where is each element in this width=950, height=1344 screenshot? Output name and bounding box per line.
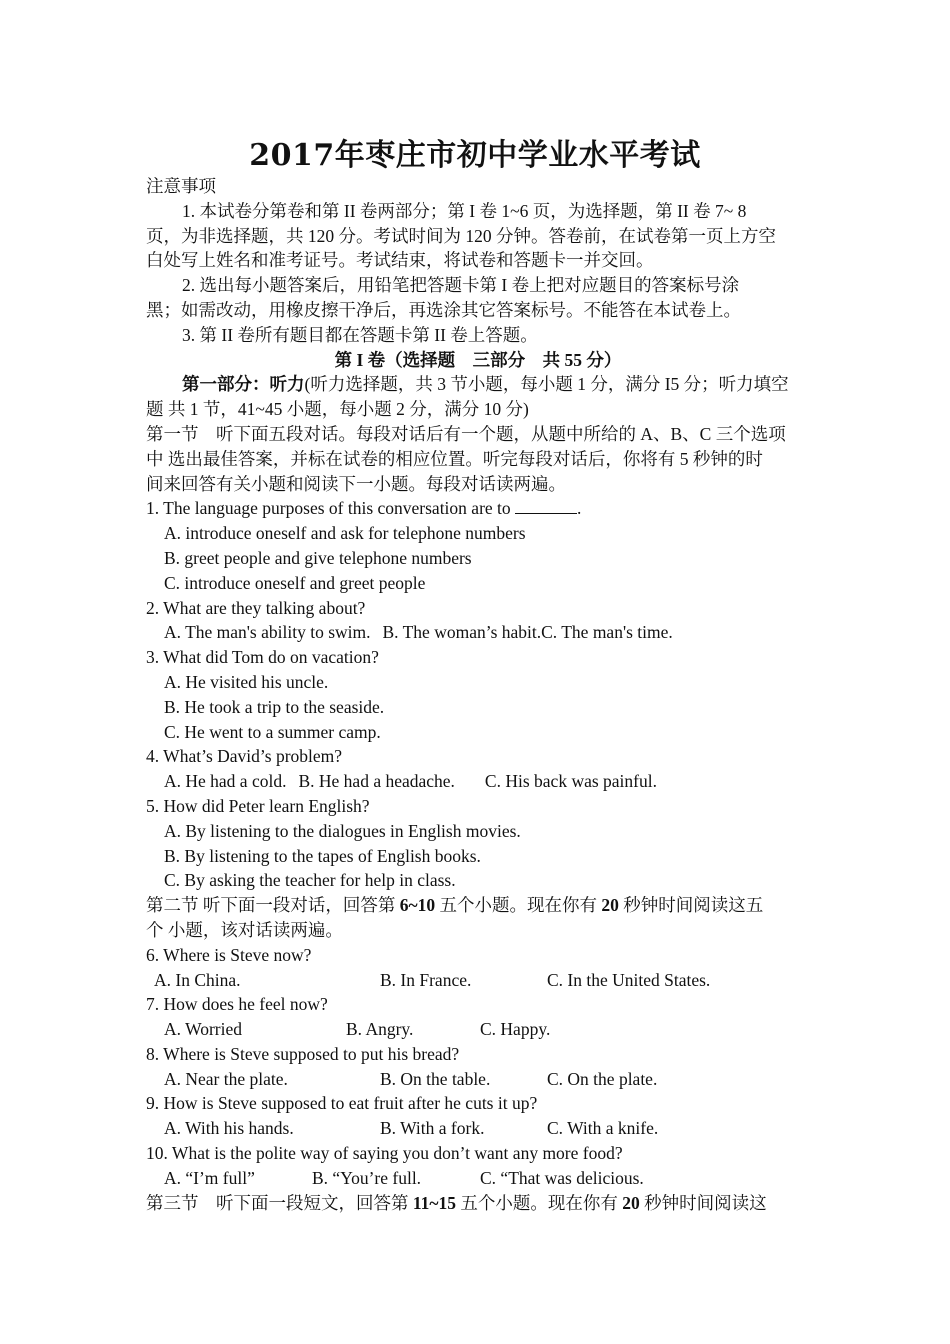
notice-item-2-line-1: 2. 选出每小题答案后，用铅笔把答题卡第 I 卷上把对应题目的答案标号涂 [182, 275, 740, 296]
q7-option-b: B. Angry. [346, 1019, 414, 1040]
q1-stem-text: 1. The language purposes of this conversation are to [146, 498, 516, 519]
notice-heading: 注意事项 [146, 176, 216, 196]
q10-stem: 10. What is the polite way of saying you don’t want any more food? [146, 1143, 623, 1164]
q1-option-b: B. greet people and give telephone numbers [164, 547, 472, 568]
q7-option-c: C. Happy. [480, 1019, 551, 1040]
q10-option-b: B. “You’re full. [312, 1167, 422, 1188]
part1-line-1 [146, 372, 810, 397]
q3-stem: 3. What did Tom do on vacation? [146, 647, 379, 668]
q6-option-c: C. In the United States. [547, 969, 711, 990]
section3-seconds: 20 [622, 1192, 640, 1213]
q6-stem: 6. Where is Steve now? [146, 944, 312, 965]
q2-stem: 2. What are they talking about? [146, 597, 366, 618]
section1-line-2: 中 选出最佳答案，并标在试卷的相应位置。听完每段对话后，你将有 5 秒钟的时 [146, 448, 763, 469]
q2-option-a: A. The man's ability to swim. [164, 622, 371, 643]
section3-post: 秒钟时间阅读这 [639, 1192, 767, 1213]
q3-option-c: C. He went to a summer camp. [164, 721, 381, 742]
q4-stem: 4. What’s David’s problem? [146, 746, 343, 767]
q9-option-a: A. With his hands. [164, 1118, 294, 1139]
exam-body [146, 174, 810, 1215]
section2-mid: 五个小题。现在你有 [435, 895, 602, 916]
notice-item-2-line-2: 黑；如需改动，用橡皮擦干净后，再选涂其它答案标号。不能答在本试卷上。 [146, 299, 741, 320]
notice-item-1-line-3: 白处写上姓名和准考证号。考试结束，将试卷和答题卡一并交回。 [146, 250, 654, 271]
notice-item-3-line-1: 3. 第 II 卷所有题目都在答题卡第 II 卷上答题。 [182, 324, 538, 345]
q6-option-b: B. In France. [380, 969, 472, 990]
volume-heading: 第 I 卷（选择题 三部分 共 55 分） [334, 349, 622, 370]
q3-option-a: A. He visited his uncle. [164, 671, 329, 692]
q4-option-c: C. His back was painful. [484, 771, 657, 792]
section1-line-1: 第一节 听下面五段对话。每段对话后有一个题，从题中所给的 A、B、C 三个选项 [146, 423, 786, 444]
q6-options [146, 968, 810, 993]
q8-option-b: B. On the table. [380, 1068, 491, 1089]
q10-option-a: A. “I’m full” [164, 1167, 255, 1188]
q2-option-b: B. The woman’s habit. [382, 622, 542, 643]
q5-stem: 5. How did Peter learn English? [146, 795, 370, 816]
q5-option-a: A. By listening to the dialogues in English movies. [164, 820, 521, 841]
section2-pre: 第二节 听下面一段对话，回答第 [146, 895, 400, 916]
section2-line-2: 个 小题，该对话读两遍。 [146, 919, 343, 940]
section2-seconds: 20 [601, 895, 619, 916]
notice-item-1-line-2: 页，为非选择题，共 120 分。考试时间为 120 分钟。答卷前，在试卷第一页上方空 [146, 225, 776, 246]
q3-option-b: B. He took a trip to the seaside. [164, 696, 385, 717]
section2-range: 6~10 [399, 895, 436, 916]
q6-option-a: A. In China. [154, 969, 241, 990]
q1-stem [146, 496, 810, 521]
q1-option-c: C. introduce oneself and greet people [164, 572, 426, 593]
q7-stem: 7. How does he feel now? [146, 994, 328, 1015]
q8-stem: 8. Where is Steve supposed to put his bread? [146, 1043, 460, 1064]
q4-option-a: A. He had a cold. [164, 771, 287, 792]
q9-option-b: B. With a fork. [380, 1118, 485, 1139]
q8-options [146, 1067, 810, 1092]
q8-option-a: A. Near the plate. [164, 1068, 288, 1089]
q9-option-c: C. With a knife. [547, 1118, 659, 1139]
part1-line-2: 题 共 1 节，41~45 小题，每小题 2 分，满分 10 分) [146, 399, 529, 420]
section1-line-3: 间来回答有关小题和阅读下一小题。每段对话读两遍。 [146, 473, 566, 494]
q7-option-a: A. Worried [164, 1019, 242, 1040]
q4-options [146, 769, 810, 794]
q10-option-c: C. “That was delicious. [480, 1167, 644, 1188]
q4-option-b: B. He had a headache. [298, 771, 455, 792]
page-title: 2017年枣庄市初中学业水平考试 [249, 138, 701, 173]
q7-options [146, 1017, 810, 1042]
part1-label: 第一部分：听力 [182, 374, 305, 395]
q2-options [146, 620, 810, 645]
section2-line-1 [146, 893, 810, 918]
q10-options [146, 1166, 810, 1191]
q1-option-a: A. introduce oneself and ask for telephone numbers [164, 523, 526, 544]
part1-desc: (听力选择题，共 3 节小题，每小题 1 分，满分 I5 分；听力填空 [304, 374, 789, 395]
q8-option-c: C. On the plate. [547, 1068, 658, 1089]
q1-stem-end: . [577, 498, 582, 519]
answer-blank [515, 499, 577, 514]
q9-stem: 9. How is Steve supposed to eat fruit after he cuts it up? [146, 1093, 538, 1114]
section2-post: 秒钟时间阅读这五 [618, 895, 764, 916]
q5-option-c: C. By asking the teacher for help in class. [164, 870, 456, 891]
notice-item-1-line-1: 1. 本试卷分第卷和第 II 卷两部分；第 I 卷 1~6 页，为选择题，第 II 卷 7~ 8 [182, 200, 747, 221]
section3-range: 11~15 [412, 1192, 457, 1213]
q9-options [146, 1116, 810, 1141]
q5-option-b: B. By listening to the tapes of English books. [164, 845, 481, 866]
q2-option-c: C. The man's time. [541, 622, 673, 643]
section3-mid: 五个小题。现在你有 [456, 1192, 623, 1213]
section3-line-1 [146, 1191, 810, 1216]
section3-pre: 第三节 听下面一段短文，回答第 [146, 1192, 413, 1213]
